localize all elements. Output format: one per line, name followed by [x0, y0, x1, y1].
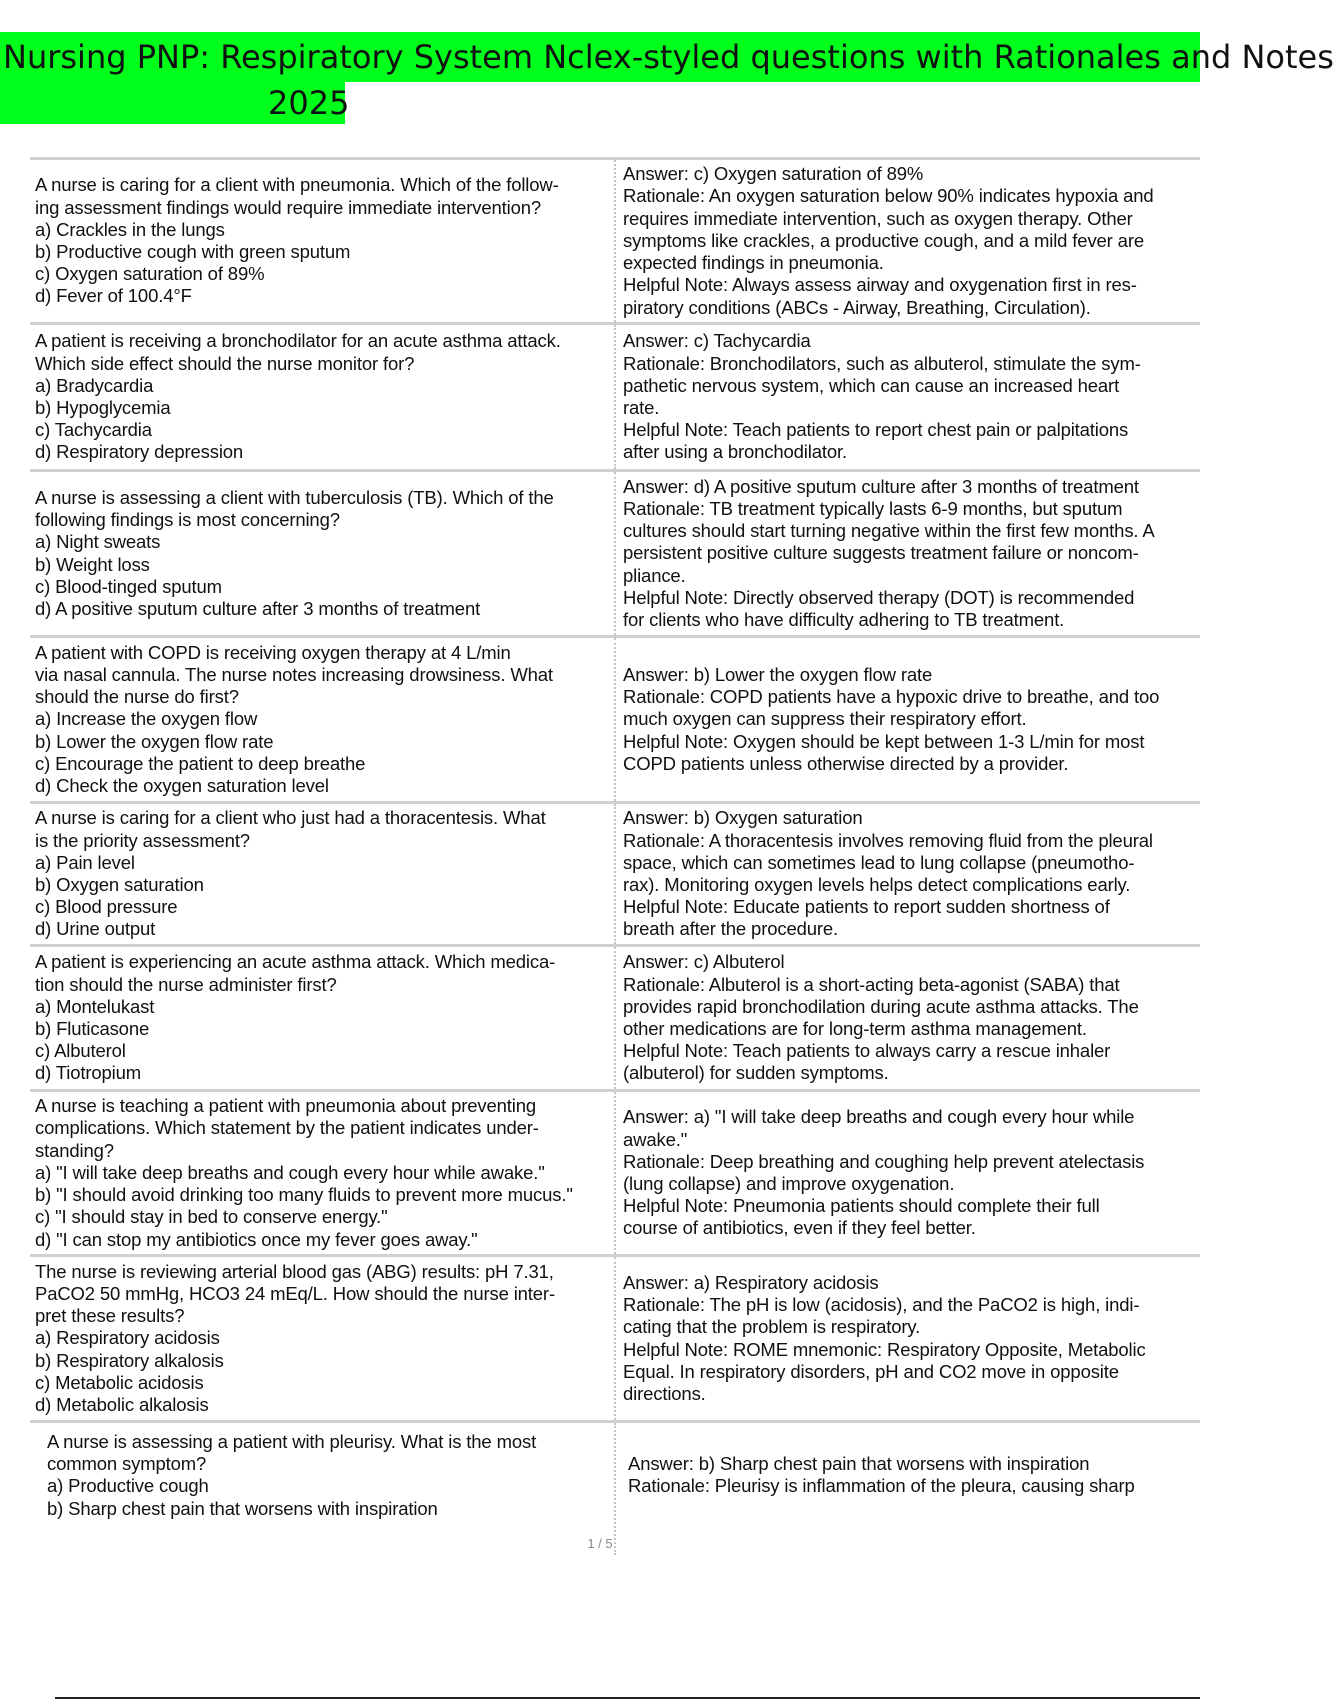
qa-row: [30, 160, 1200, 325]
title-line-2: 2025: [0, 82, 345, 124]
answer-text: Answer: c) Tachycardia Rationale: Bronchodilators, such as albuterol, stimulate the sym- pathetic nervous system, which can cause an increased heart rate. Helpful Note: Teach patients to report chest pain or palpitations after using a bronchodilator.: [623, 330, 1141, 463]
question-text: A nurse is caring for a client who just had a thoracentesis. What is the priority assessment? a) Pain level b) Oxygen saturation c) Blood pressure d) Urine output: [35, 807, 546, 940]
qa-row: [30, 947, 1200, 1092]
answer-cell: [616, 325, 1200, 469]
qa-table: [30, 157, 1200, 1555]
answer-cell: [616, 947, 1200, 1089]
question-cell: [30, 160, 616, 322]
question-text: The nurse is reviewing arterial blood gas (ABG) results: pH 7.31, PaCO2 50 mmHg, HCO3 24 mEq/L. How should the nurse inter- pret these results? a) Respiratory acidosis b) Respiratory alkalosis c) Metabolic acidosis d) Metabolic alkalosis: [35, 1260, 555, 1415]
question-cell: [30, 1257, 616, 1420]
answer-cell: [616, 472, 1200, 635]
question-text: A nurse is assessing a patient with pleurisy. What is the most common symptom? a) Productive cough b) Sharp chest pain that worsens with inspiration: [47, 1431, 537, 1519]
question-text: A patient is experiencing an acute asthma attack. Which medica- tion should the nurse administer first? a) Montelukast b) Fluticasone c) Albuterol d) Tiotropium: [35, 951, 556, 1084]
question-cell: [30, 1092, 616, 1254]
footer-divider: [55, 1697, 1200, 1699]
question-text: A nurse is teaching a patient with pneumonia about preventing complications. Which statement by the patient indicates under- standing? a) "I will take deep breaths and cough every hour while awake." b) "I should avoid drinking too many fluids to prevent more mucus." c) "I should stay in bed to conserve energy." d) "I can stop my antibiotics once my fever goes away.": [35, 1095, 573, 1250]
qa-row: [30, 1092, 1200, 1257]
answer-cell: [616, 160, 1200, 322]
question-text: A patient is receiving a bronchodilator for an acute asthma attack. Which side effect should the nurse monitor for? a) Bradycardia b) Hypoglycemia c) Tachycardia d) Respiratory depression: [35, 330, 561, 463]
qa-row: [30, 638, 1200, 804]
answer-cell: [616, 804, 1200, 944]
title-line-1: Nursing PNP: Respiratory System Nclex-styled questions with Rationales and Notes: [0, 32, 1200, 82]
question-text: A nurse is caring for a client with pneumonia. Which of the follow- ing assessment findings would require immediate intervention? a) Crackles in the lungs b) Productive cough with green sputum c) Oxygen saturation of 89% d) Fever of 100.4°F: [35, 174, 559, 307]
answer-cell: [616, 1092, 1200, 1254]
answer-text: Answer: c) Albuterol Rationale: Albuterol is a short-acting beta-agonist (SABA) that provides rapid bronchodilation during acute asthma attacks. The other medications are for long-term asthma management. Helpful Note: Teach patients to always carry a rescue inhaler (albuterol) for sudden symptoms.: [623, 951, 1139, 1084]
answer-text: Answer: c) Oxygen saturation of 89% Rationale: An oxygen saturation below 90% indicates hypoxia and requires immediate intervention, such as oxygen therapy. Other symptoms like crackles, a productive cough, and a mild fever are expected findings in pneumonia. Helpful Note: Always assess airway and oxygenation first in res- piratory conditions (ABCs - Airway, Breathing, Circulation).: [623, 163, 1154, 318]
question-cell: [30, 325, 616, 469]
answer-cell: [616, 1257, 1200, 1420]
answer-text: Answer: b) Lower the oxygen flow rate Rationale: COPD patients have a hypoxic drive to breathe, and too much oxygen can suppress their respiratory effort. Helpful Note: Oxygen should be kept between 1-3 L/min for most COPD patients unless otherwise directed by a provider.: [623, 663, 1160, 774]
answer-text: Answer: a) Respiratory acidosis Rationale: The pH is low (acidosis), and the PaCO2 is high, indi- cating that the problem is respiratory. Helpful Note: ROME mnemonic: Respiratory Opposite, Metabolic Equal. In respiratory disorders, pH and CO2 move in opposite directions.: [623, 1271, 1146, 1404]
answer-text: Answer: a) "I will take deep breaths and cough every hour while awake." Rationale: Deep breathing and coughing help prevent atelectasis (lung collapse) and improve oxygenation. Helpful Note: Pneumonia patients should complete their full course of antibiotics, even if they feel better.: [623, 1106, 1145, 1239]
qa-row: [30, 804, 1200, 947]
answer-text: Answer: b) Sharp chest pain that worsens with inspiration Rationale: Pleurisy is inflammation of the pleura, causing sharp: [628, 1453, 1135, 1497]
page-number: 1 / 5: [587, 1536, 613, 1551]
document-title: [0, 32, 1334, 124]
qa-row: [30, 1257, 1200, 1423]
answer-text: Answer: d) A positive sputum culture after 3 months of treatment Rationale: TB treatment typically lasts 6-9 months, but sputum cultures should start turning negative within the first few months. A persistent positive culture suggests treatment failure or noncom- pliance. Helpful Note: Directly observed therapy (DOT) is recommended for clients who have difficulty adhering to TB treatment.: [623, 475, 1155, 630]
question-cell: [30, 947, 616, 1089]
question-text: A patient with COPD is receiving oxygen therapy at 4 L/min via nasal cannula. The nurse notes increasing drowsiness. What should the nurse do first? a) Increase the oxygen flow b) Lower the oxygen flow rate c) Encourage the patient to deep breathe d) Check the oxygen saturation level: [35, 641, 553, 796]
question-cell: [30, 804, 616, 944]
answer-text: Answer: b) Oxygen saturation Rationale: A thoracentesis involves removing fluid from the pleural space, which can sometimes lead to lung collapse (pneumotho- rax). Monitoring oxygen levels helps detect complications early. Helpful Note: Educate patients to report sudden shortness of breath after the procedure.: [623, 807, 1153, 940]
question-cell: [30, 638, 616, 801]
question-cell: [30, 472, 616, 635]
qa-row: [30, 472, 1200, 638]
question-text: A nurse is assessing a client with tuberculosis (TB). Which of the following findings is most concerning? a) Night sweats b) Weight loss c) Blood-tinged sputum d) A positive sputum culture after 3 months of treatment: [35, 486, 554, 619]
qa-row: [30, 325, 1200, 472]
answer-cell: [616, 638, 1200, 801]
